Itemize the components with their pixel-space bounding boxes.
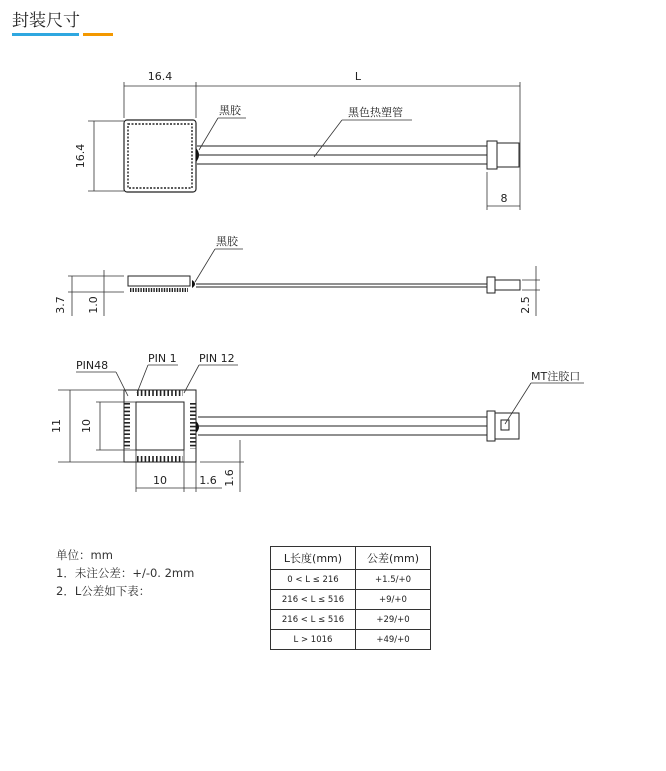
page-title: 封装尺寸 bbox=[12, 11, 80, 31]
pin12-label: PIN 12 bbox=[199, 352, 235, 365]
mt-glue-port bbox=[501, 420, 509, 430]
length-dimension-label: L bbox=[354, 70, 362, 83]
tolerance-note: 1．未注公差：+/-0. 2mm bbox=[56, 566, 195, 580]
offset-label: 1.6 bbox=[199, 474, 217, 487]
table-cell-tolerance: +29/+0 bbox=[356, 610, 431, 630]
table-header-tolerance: 公差(mm) bbox=[356, 547, 431, 570]
table-cell-range: 216 < L ≤ 516 bbox=[271, 610, 356, 630]
center-pad bbox=[136, 402, 184, 450]
bottom-view bbox=[50, 352, 584, 492]
offset-vertical-label: 1.6 bbox=[223, 469, 236, 487]
length-tolerance-note: 2．L公差如下表： bbox=[56, 584, 151, 598]
table-cell-range: 216 < L ≤ 516 bbox=[271, 590, 356, 610]
tolerance-table bbox=[270, 546, 431, 650]
body-height-label: 1.0 bbox=[87, 296, 100, 314]
table-row bbox=[271, 610, 431, 630]
table-header-length: L长度(mm) bbox=[271, 547, 356, 570]
table-row bbox=[271, 570, 431, 590]
table-cell-range: 0 < L ≤ 216 bbox=[271, 570, 356, 590]
black-glue-label: 黑胶 bbox=[219, 104, 241, 117]
table-row bbox=[271, 630, 431, 650]
table-cell-tolerance: +9/+0 bbox=[356, 590, 431, 610]
inner-size-label: 10 bbox=[80, 419, 93, 433]
table-row bbox=[271, 590, 431, 610]
side-view bbox=[54, 235, 540, 316]
unit-note: 单位：mm bbox=[56, 548, 113, 562]
connector-collar bbox=[487, 141, 497, 169]
connector-body bbox=[497, 143, 519, 167]
module-body-top bbox=[124, 120, 196, 192]
width-dimension-label: 16.4 bbox=[147, 70, 173, 83]
module-body-side bbox=[128, 276, 190, 286]
notes-block bbox=[56, 546, 194, 600]
tube-label: 黑色热塑管 bbox=[348, 106, 403, 119]
mt-port-label: MT注胶口 bbox=[531, 370, 581, 383]
black-glue-label-side: 黑胶 bbox=[216, 235, 238, 248]
connector-side bbox=[495, 280, 520, 290]
table-cell-range: L > 1016 bbox=[271, 630, 356, 650]
black-glue-blob-side bbox=[192, 280, 195, 288]
top-view bbox=[74, 70, 520, 210]
outer-size-label: 11 bbox=[50, 419, 63, 433]
connector-dimension-label: 8 bbox=[500, 192, 508, 205]
total-height-label: 3.7 bbox=[54, 296, 67, 314]
pin1-label: PIN 1 bbox=[148, 352, 177, 365]
connector-height-label: 2.5 bbox=[519, 296, 532, 314]
table-cell-tolerance: +49/+0 bbox=[356, 630, 431, 650]
inner-width-label: 10 bbox=[153, 474, 167, 487]
table-cell-tolerance: +1.5/+0 bbox=[356, 570, 431, 590]
black-glue-blob-bottom bbox=[196, 421, 199, 433]
height-dimension-label: 16.4 bbox=[74, 143, 87, 169]
pin48-label: PIN48 bbox=[76, 359, 109, 372]
